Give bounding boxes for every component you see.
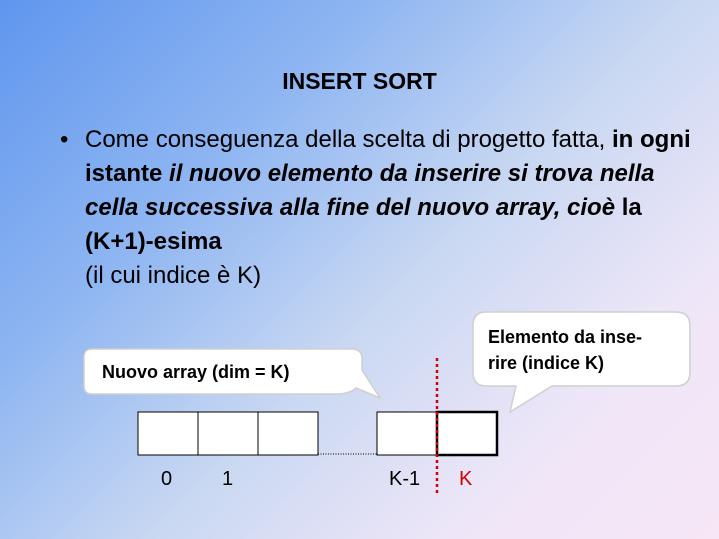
index-label-k-minus-1: K-1: [389, 468, 421, 490]
array-cell-k: [437, 412, 497, 455]
bullet-text-plain: Come conseguenza della scelta di progetto fatta,: [85, 126, 612, 153]
bullet-dot: •: [60, 126, 69, 153]
index-label-k: K: [459, 468, 473, 490]
bullet-text-bold-end: la (K+1)-esima: [85, 194, 642, 255]
callout-left-label: Nuovo array (dim = K): [102, 362, 290, 382]
array-cell-k-minus-1: [377, 412, 437, 455]
callout-right-line2: rire (indice K): [488, 353, 605, 373]
callout-right-line1: Elemento da inse-: [488, 327, 643, 347]
bullet-text-bold-italic: il nuovo elemento da inserire si trova nella cella successiva alla fine del nuovo array, cioè: [85, 160, 655, 221]
bullet-text-index: (il cui indice è K): [85, 262, 262, 289]
index-label-0: 0: [161, 468, 173, 490]
array-cell-0: [138, 412, 198, 455]
index-label-1: 1: [222, 468, 234, 490]
callout-right-label: [488, 324, 642, 376]
array-cell-2: [258, 412, 318, 455]
array-cell-1: [198, 412, 258, 455]
slide-title: INSERT SORT: [282, 68, 437, 94]
bullet-text-bold: in ogni istante: [85, 126, 691, 187]
